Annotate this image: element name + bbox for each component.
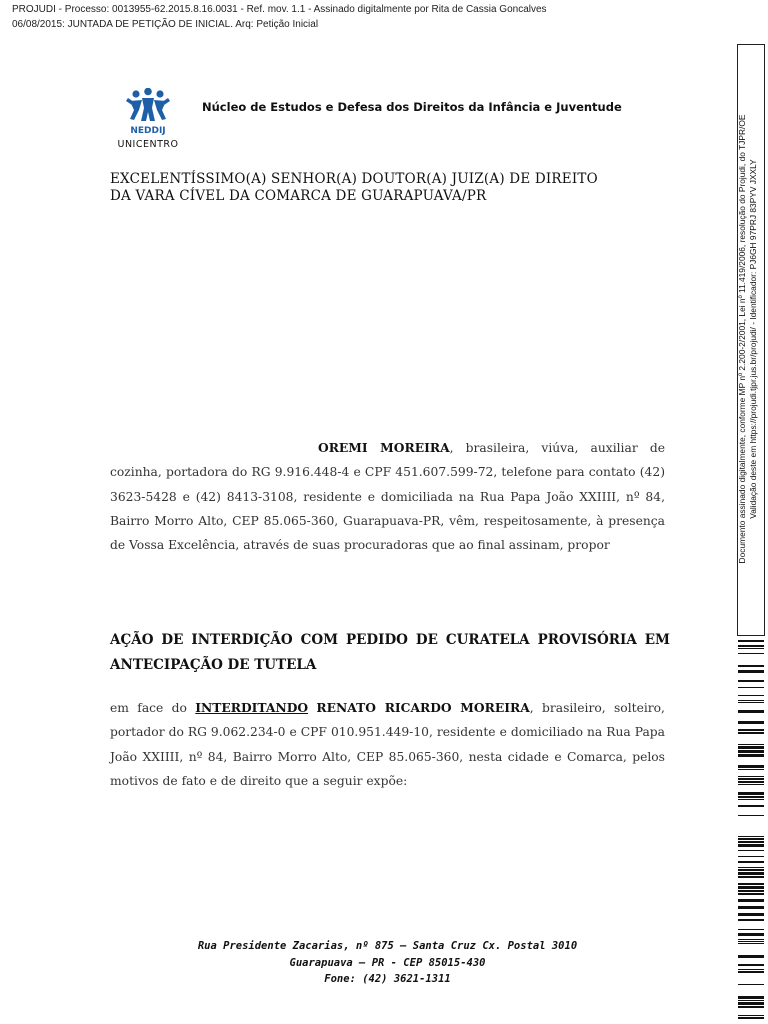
addressee-line1: EXCELENTÍSSIMO(A) SENHOR(A) DOUTOR(A) JUIZ(A) DE DIREITO	[110, 171, 598, 187]
barcode	[738, 640, 764, 1020]
projudi-header-line1: PROJUDI - Processo: 0013955-62.2015.8.16.0031 - Ref. mov. 1.1 - Assinado digitalmente por Rita de Cassia Goncalves	[12, 4, 547, 15]
addressee	[110, 171, 650, 205]
neddij-logo	[108, 88, 188, 154]
petitioner-details: , brasileira, viúva, auxiliar de cozinha, portadora do RG 9.916.448-4 e CPF 451.607.599-72, telefone para contato (42) 3623-5428 e (42) 8413-3108, residente e domiciliada na Rua Papa João XXIIII, nº 84, Bairro Morro Alto, CEP 85.065-360, Guarapuava-PR, vêm, respeitosamente, à presença de Vossa Excelência, através de suas procuradoras que ao final assinam, propor	[110, 441, 665, 553]
footer-phone: Fone: (42) 3621-1311	[324, 973, 451, 985]
logo-name: NEDDIJ	[130, 126, 166, 136]
petitioner-name: OREMI MOREIRA	[318, 440, 450, 455]
petitioner-paragraph-body	[110, 436, 665, 557]
people-icon	[108, 88, 188, 128]
signature-stamp-line1: Documento assinado digitalmente, conforme MP nº 2.200-2/2001, Lei nº 11.419/2006, resolução do Projudi, do TJPR/OE	[737, 114, 747, 564]
signature-stamp-text	[737, 44, 763, 634]
logo-subtitle: UNICENTRO	[117, 139, 179, 150]
footer-address: Rua Presidente Zacarias, nº 875 – Santa Cruz Cx. Postal 3010	[197, 940, 578, 952]
institution-name: Núcleo de Estudos e Defesa dos Direitos da Infância e Juventude	[202, 100, 622, 114]
respondent-prefix: em face do	[110, 701, 196, 715]
respondent-details: , brasileiro, solteiro, portador do RG 9.062.234-0 e CPF 010.951.449-10, residente e domiciliado na Rua Papa João XXIIII, nº 84, Bairro Morro Alto, CEP 85.065-360, nesta cidade e Comarca, pelos motivos de fato e de direito que a seguir expõe:	[110, 701, 665, 788]
projudi-header-line2: 06/08/2015: JUNTADA DE PETIÇÃO DE INICIAL. Arq: Petição Inicial	[12, 19, 319, 30]
footer-city: Guarapuava – PR - CEP 85015-430	[289, 957, 486, 969]
respondent-name: RENATO RICARDO MOREIRA	[316, 700, 530, 715]
signature-stamp-line2: Validação deste em https://projudi.tjpr.jus.br/projudi/ - Identificador: PJ6GH 97PRJ 83PYV JXXLY	[748, 159, 758, 519]
respondent-label: INTERDITANDO	[195, 700, 309, 715]
respondent-paragraph	[110, 696, 665, 793]
action-title: AÇÃO DE INTERDIÇÃO COM PEDIDO DE CURATELA PROVISÓRIA EM ANTECIPAÇÃO DE TUTELA	[110, 632, 670, 673]
addressee-line2: DA VARA CÍVEL DA COMARCA DE GUARAPUAVA/PR	[110, 188, 487, 204]
